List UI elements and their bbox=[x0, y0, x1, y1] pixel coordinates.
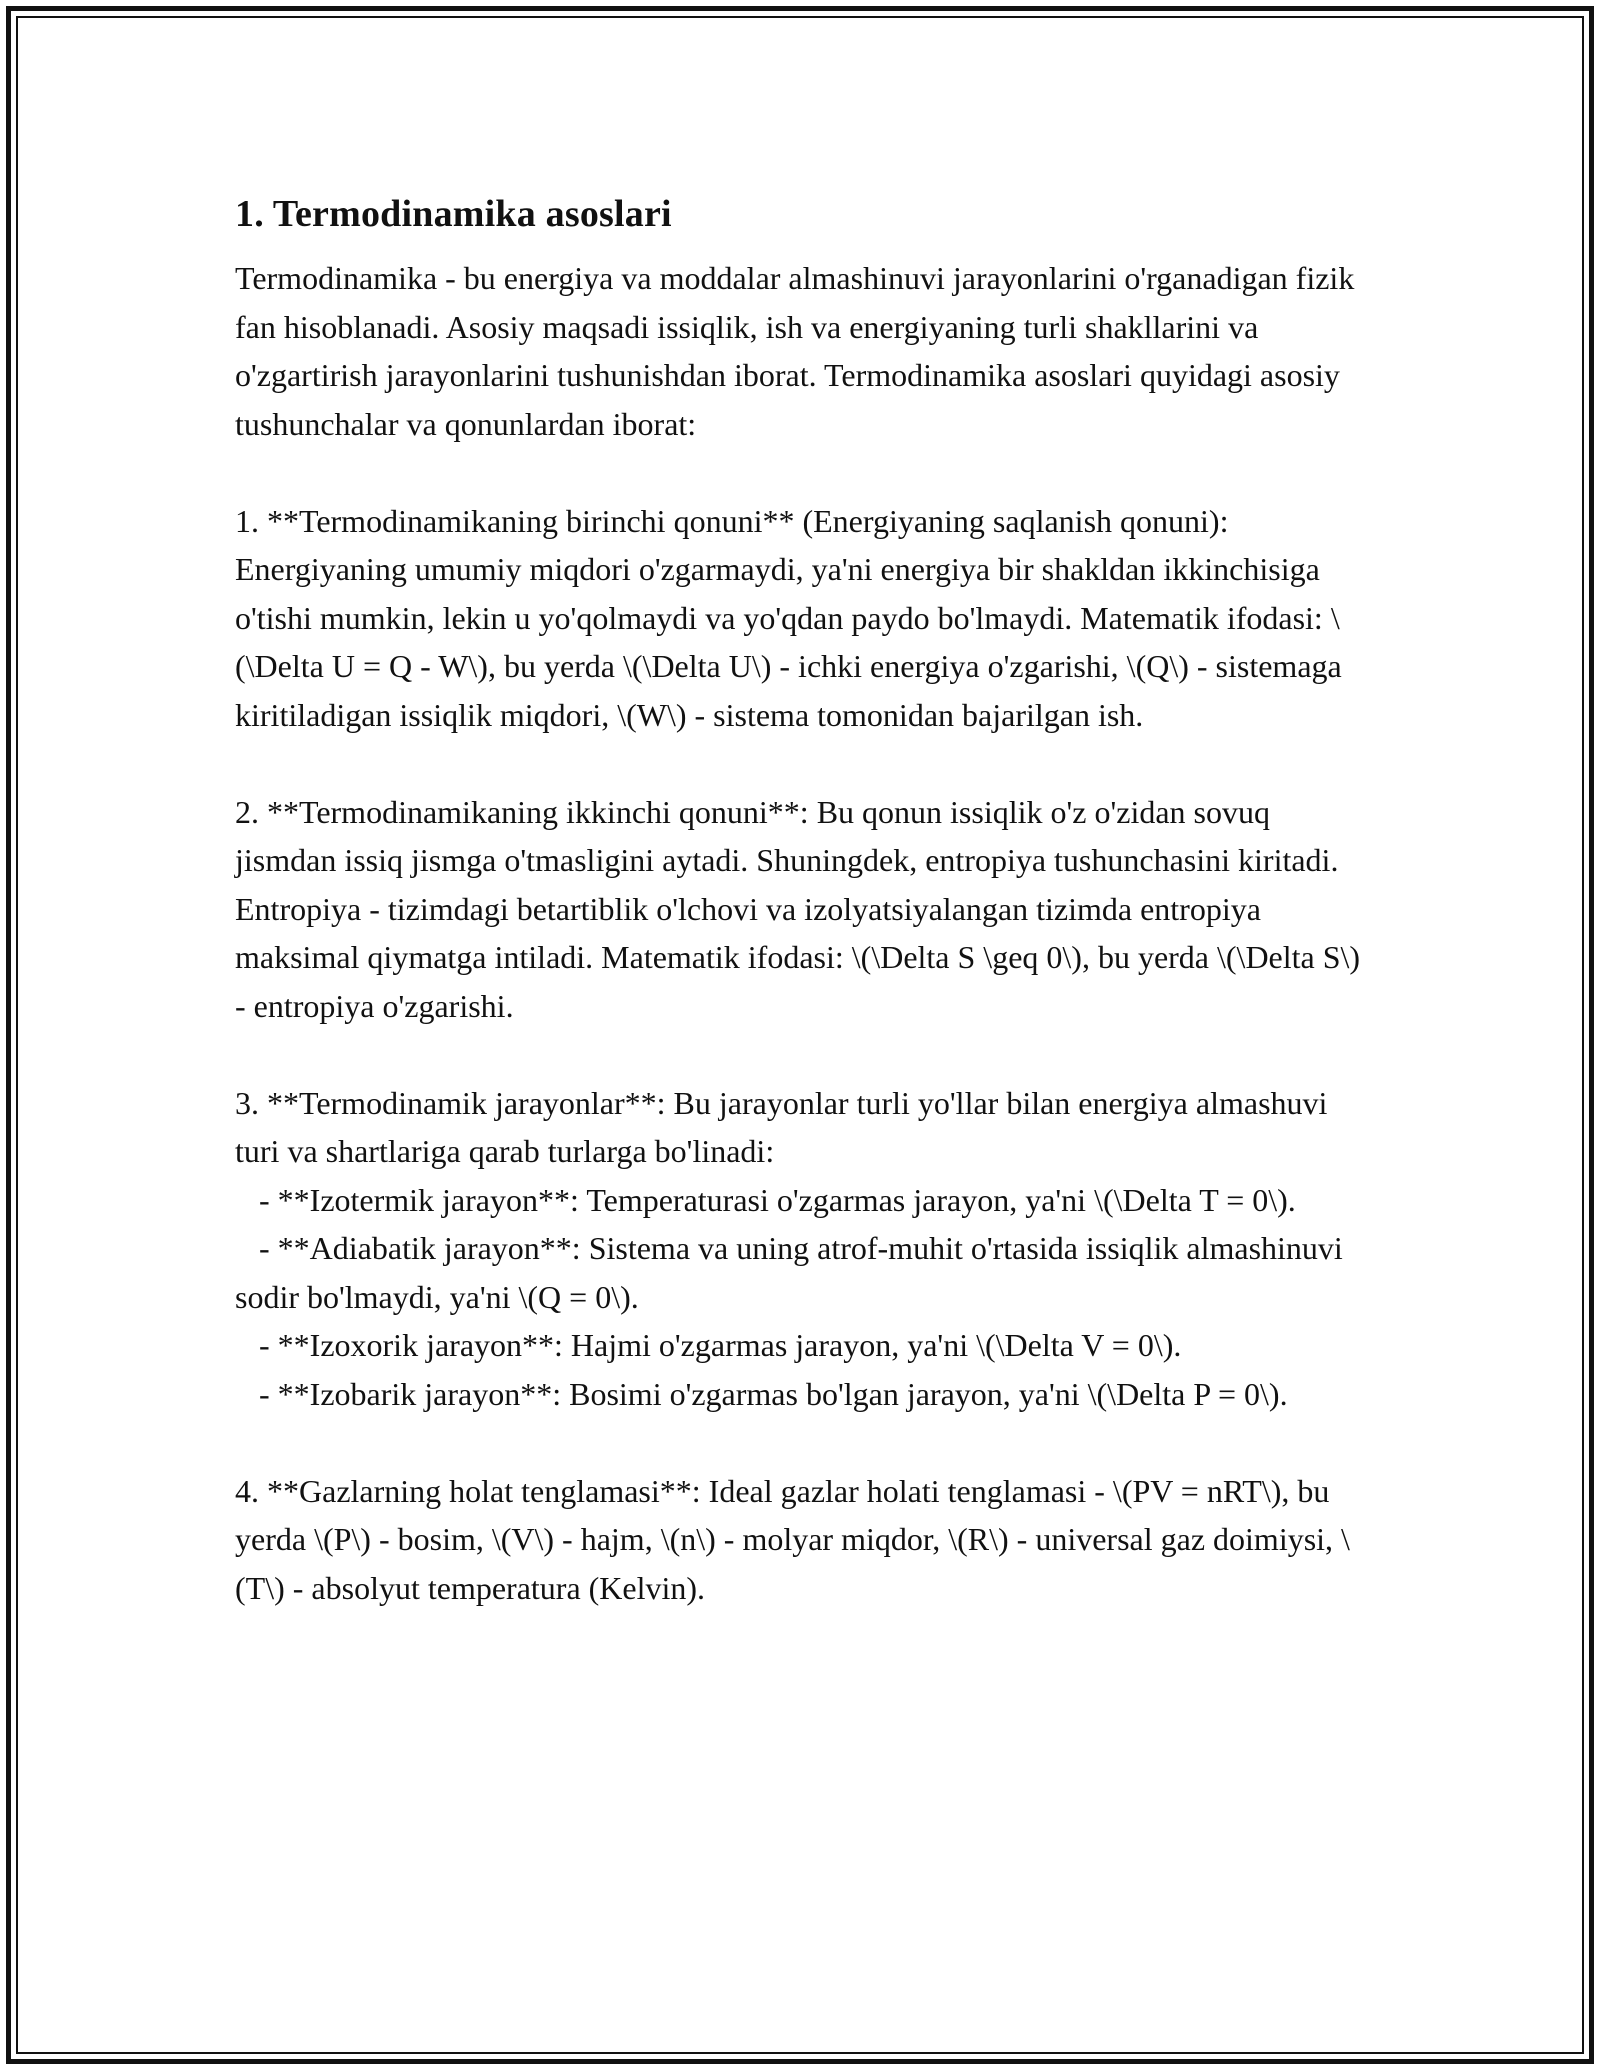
document-body: Termodinamika - bu energiya va moddalar almashinuvi jarayonlarini o'rganadigan fizik fan hisoblanadi. Asosiy maqsadi issiqlik, ish va energiyaning turli shakllarini va o'zgartirish jarayonlarini tushunishdan iborat. Termodinamika asoslari quyidagi asosiy tushunchalar va qonunlardan iborat: 1. **Termodinamikaning birinchi qonuni** (Energiyaning saqlanish qonuni): Energiyaning umumiy miqdori o'zgarmaydi, ya'ni energiya bir shakldan ikkinchisiga o'tishi mumkin, lekin u yo'qolmaydi va yo'qdan paydo bo'lmaydi. Matematik ifodasi: \(\Delta U = Q - W\), bu yerda \(\Delta U\) - ichki energiya o'zgarishi, \(Q\) - sistemaga kiritiladigan issiqlik miqdori, \(W\) - sistema tomonidan bajarilgan ish. 2. **Termodinamikaning ikkinchi qonuni**: Bu qonun issiqlik o'z o'zidan sovuq jismdan issiq jismga o'tmasligini aytadi. Shuningdek, entropiya tushunchasini kiritadi. Entropiya - tizimdagi betartiblik o'lchovi va izolyatsiyalangan tizimda entropiya maksimal qiymatga intiladi. Matematik ifodasi: \(\Delta S \geq 0\), bu yerda \(\Delta S\) - entropiya o'zgarishi. 3. **Termodinamik jarayonlar**: Bu jarayonlar turli yo'llar bilan energiya almashuvi turi va shartlariga qarab turlarga bo'linadi: - **Izotermik jarayon**: Temperaturasi o'zgarmas jarayon, ya'ni \(\Delta T = 0\). - **Adiabatik jarayon**: Sistema va uning atrof-muhit o'rtasida issiqlik almashinuvi sodir bo'lmaydi, ya'ni \(Q = 0\). - **Izoxorik jarayon**: Hajmi o'zgarmas jarayon, ya'ni \(\Delta V = 0\). - **Izobarik jarayon**: Bosimi o'zgarmas bo'lgan jarayon, ya'ni \(\Delta P = 0\). 4. **Gazlarning holat tenglamasi**: Ideal gazlar holati tenglamasi - \(PV = nRT\), bu yerda \(P\) - bosim, \(V\) - hajm, \(n\) - molyar miqdor, \(R\) - universal gaz doimiysi, \(T\) - absolyut temperatura (Kelvin). bbox=[235, 260, 1361, 1606]
document-title: 1. Termodinamika asoslari bbox=[235, 193, 672, 235]
document-content bbox=[235, 190, 1375, 1612]
